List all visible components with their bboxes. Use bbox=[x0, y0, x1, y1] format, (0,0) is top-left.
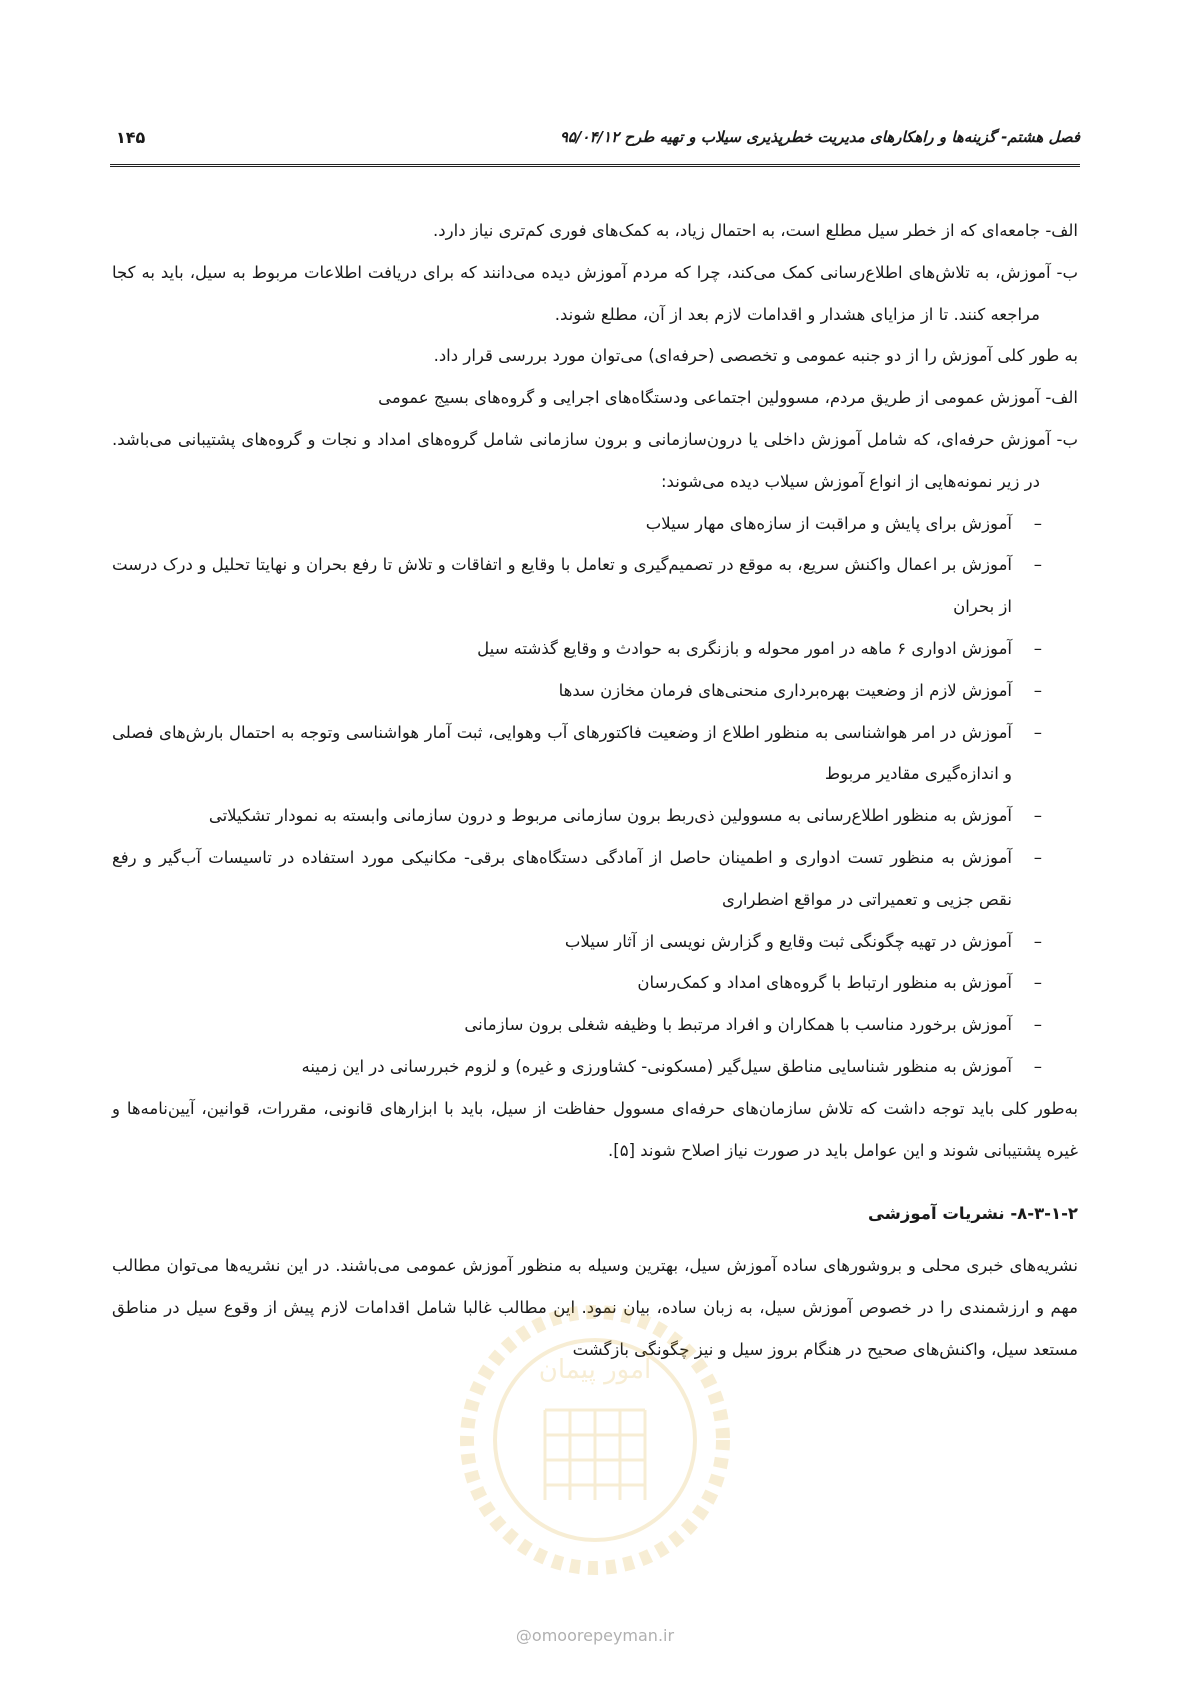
list-item: – آموزش در امر هواشناسی به منظور اطلاع از وضعیت فاکتورهای آب وهوایی، ثبت آمار هواشناسی وتوجه به احتمال بارش‌های فصلی و اندازه‌گیری مقادیر مربوط bbox=[112, 712, 1078, 796]
page-body bbox=[112, 210, 1078, 1371]
page-number: ۱۴۵ bbox=[116, 128, 146, 147]
chapter-title: فصل هشتم- گزینه‌ها و راهکارهای مدیریت خطرپذیری سیلاب و تهیه طرح ۹۵/۰۴/۱۲ bbox=[559, 128, 1080, 146]
list-item: – آموزش برخورد مناسب با همکاران و افراد مرتبط با وظیفه شغلی برون سازمانی bbox=[112, 1004, 1078, 1046]
dash-bullet: – bbox=[1033, 806, 1042, 826]
training-list bbox=[112, 503, 1078, 1088]
section-heading: ۸-۳-۱-۲- نشریات آموزشی bbox=[867, 1204, 1078, 1224]
watermark-site: @omoorepeyman.ir bbox=[515, 1626, 675, 1645]
dash-bullet: – bbox=[1033, 931, 1042, 951]
dash-bullet: – bbox=[1033, 638, 1042, 658]
list-item: – آموزش ادواری ۶ ماهه در امور محوله و بازنگری به حوادث و وقایع گذشته سیل bbox=[112, 628, 1078, 670]
paragraph-general: به طور کلی آموزش را از دو جنبه عمومی و تخصصی (حرفه‌ای) می‌توان مورد بررسی قرار داد. bbox=[433, 346, 1078, 366]
section-paragraph: نشریه‌های خبری محلی و بروشورهای ساده آموزش سیل، بهترین وسیله به منظور آموزش عمومی می‌باشند. در این نشریه‌ها می‌توان مطالب مهم و ارزشمندی را در خصوص آموزش سیل، به زبان ساده، بیان نمود. این مطالب غالبا شامل اقدامات لازم پیش از وقوع سیل در مناطق مستعد سیل، واکنش‌های صحیح در هنگام بروز سیل و نیز چگونگی بازگشت bbox=[112, 1256, 1078, 1359]
dash-bullet: – bbox=[1033, 1056, 1042, 1076]
dash-bullet: – bbox=[1033, 722, 1042, 742]
dash-bullet: – bbox=[1033, 847, 1042, 867]
svg-text:امور پیمان: امور پیمان bbox=[538, 1355, 652, 1385]
paragraph-be-2: ب- آموزش حرفه‌ای، که شامل آموزش داخلی یا درون‌سازمانی و برون سازمانی شامل گروه‌های امداد و نجات و گروه‌های پشتیبانی می‌باشد. در زیر نمونه‌هایی از انواع آموزش سیلاب دیده می‌شوند: bbox=[112, 429, 1078, 491]
list-item: – آموزش لازم از وضعیت بهره‌برداری منحنی‌های فرمان مخازن سدها bbox=[112, 670, 1078, 712]
closing-paragraph: به‌طور کلی باید توجه داشت که تلاش سازمان‌های حرفه‌ای مسوول حفاظت از سیل، باید با ابزارهای قانونی، مقررات، قوانین، آیین‌نامه‌ها و غیره پشتیبانی شوند و این عوامل باید در صورت نیاز اصلاح شوند [۵]. bbox=[112, 1098, 1078, 1160]
dash-bullet: – bbox=[1033, 513, 1042, 533]
paragraph-alef-1: الف- جامعه‌ای که از خطر سیل مطلع است، به احتمال زیاد، به کمک‌های فوری کم‌تری نیاز دارد. bbox=[433, 221, 1078, 240]
list-item: – آموزش در تهیه چگونگی ثبت وقایع و گزارش نویسی از آثار سیلاب bbox=[112, 921, 1078, 963]
dash-bullet: – bbox=[1033, 973, 1042, 993]
list-item: – آموزش به منظور ارتباط با گروه‌های امداد و کمک‌رسان bbox=[112, 962, 1078, 1004]
list-item: – آموزش به منظور اطلاع‌رسانی به مسوولین ذی‌ربط برون سازمانی مربوط و درون سازمانی وابسته به نمودار تشکیلاتی bbox=[112, 795, 1078, 837]
list-item: – آموزش به منظور شناسایی مناطق سیل‌گیر (مسکونی- کشاورزی و غیره) و لزوم خبررسانی در این زمینه bbox=[112, 1046, 1078, 1088]
page-header bbox=[110, 128, 1080, 167]
dash-bullet: – bbox=[1033, 555, 1042, 575]
list-item: – آموزش بر اعمال واکنش سریع، به موقع در تصمیم‌گیری و تعامل با وقایع و اتفاقات و تلاش تا رفع بحران و نهایتا تحلیل و درک درست از بحران bbox=[112, 544, 1078, 628]
dash-bullet: – bbox=[1033, 680, 1042, 700]
list-item: – آموزش برای پایش و مراقبت از سازه‌های مهار سیلاب bbox=[112, 503, 1078, 545]
paragraph-alef-2: الف- آموزش عمومی از طریق مردم، مسوولین اجتماعی ودستگاه‌های اجرایی و گروه‌های بسیج عمومی bbox=[378, 388, 1078, 408]
dash-bullet: – bbox=[1033, 1015, 1042, 1035]
paragraph-be-1: ب- آموزش، به تلاش‌های اطلاع‌رسانی کمک می‌کند، چرا که مردم آموزش دیده می‌دانند که برای دریافت اطلاعات مربوط به سیل، باید به کجا مراجعه کنند. تا از مزایای هشدار و اقدامات لازم بعد از آن، مطلع شوند. bbox=[112, 262, 1078, 324]
list-item: – آموزش به منظور تست ادواری و اطمینان حاصل از آمادگی دستگاه‌های برقی- مکانیکی مورد استفاده در تاسیسات آب‌گیر و رفع نقص جزیی و تعمیراتی در مواقع اضطراری bbox=[112, 837, 1078, 921]
